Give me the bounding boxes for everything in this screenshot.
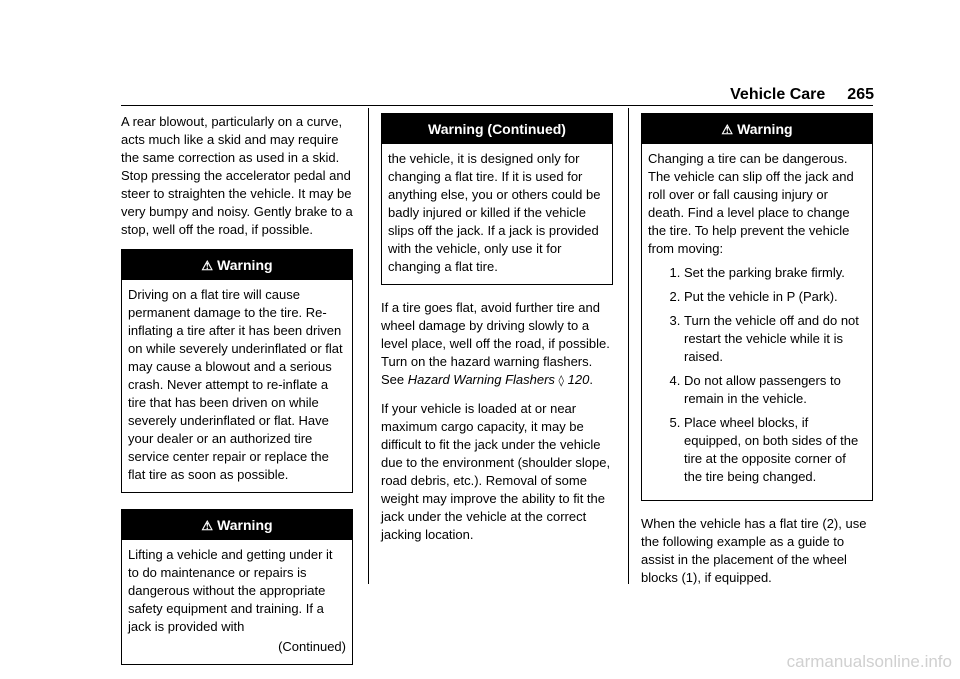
- warning-box: [381, 113, 613, 285]
- column-divider: [368, 108, 369, 584]
- warning-box: [641, 113, 873, 501]
- warning-box: [121, 509, 353, 665]
- intro-paragraph: A rear blowout, particularly on a curve, acts much like a skid and may require the same correction as used in a skid. Stop pressing the accelerator pedal and steer to straighten the vehicle. It may be very bumpy and noisy. Gently brake to a stop, well off the road, if possible.: [121, 114, 353, 237]
- column-3: [641, 113, 873, 597]
- hazard-flashers-link[interactable]: Hazard Warning Flashers: [407, 372, 555, 387]
- list-item: 2. Put the vehicle in P (Park).: [684, 288, 866, 306]
- list-item: 1. Set the parking brake firmly.: [684, 264, 866, 282]
- watermark: carmanualsonline.info: [786, 652, 952, 671]
- warning-header: ⚠ Warning: [122, 510, 352, 540]
- steps-list: [648, 264, 866, 486]
- warning-icon: ⚠: [201, 518, 214, 533]
- warning-text: the vehicle, it is designed only for changing a flat tire. If it is used for anything else, you or others could be badly injured or killed if the vehicle slips off the jack. If a jack is provided with the vehicle, only use it for changing a flat tire.: [388, 151, 601, 274]
- list-item: 5. Place wheel blocks, if equipped, on both sides of the tire at the opposite corner of the tire being changed.: [684, 414, 866, 486]
- continued-label: (Continued): [278, 639, 346, 654]
- column-2: [381, 113, 613, 554]
- list-item: 3. Turn the vehicle off and do not restart the vehicle while it is raised.: [684, 312, 866, 366]
- warning-icon: ⚠: [201, 258, 214, 273]
- page-header: [730, 86, 874, 104]
- cargo-paragraph: If your vehicle is loaded at or near maximum cargo capacity, it may be difficult to fit the jack under the vehicle due to the environment (shoulder slope, road debris, etc.). Removal of some weight may improve the ability to fit the jack under the vehicle at the correct jacking location.: [381, 401, 611, 542]
- warning-header: ⚠ Warning: [642, 114, 872, 144]
- page-number: 265: [847, 86, 874, 103]
- list-item: 4. Do not allow passengers to remain in the vehicle.: [684, 372, 866, 408]
- page-ref[interactable]: 120: [567, 372, 590, 387]
- warning-text: Driving on a flat tire will cause permanent damage to the tire. Re-inflating a tire after it has been driven on while severely underinflated or flat may cause a blowout and a serious crash. Never attempt to re-inflate a tire that has been driven on while severely underinflated or flat. Have your dealer or an authorized tire service center repair or replace the flat tire as soon as possible.: [128, 287, 343, 482]
- column-1: [121, 113, 353, 679]
- warning-text: Lifting a vehicle and getting under it to do maintenance or repairs is dangerous without the appropriate safety equipment and training. If a jack is provided with: [128, 547, 333, 634]
- warning-header: Warning (Continued): [382, 114, 612, 144]
- warning-text: Changing a tire can be dangerous. The vehicle can slip off the jack and roll over or fall causing injury or death. Find a level place to change the tire. To help prevent the vehicle from moving:: [648, 151, 854, 256]
- warning-icon: ⚠: [721, 122, 734, 137]
- warning-header: ⚠ Warning: [122, 250, 352, 280]
- section-title: Vehicle Care: [730, 86, 826, 103]
- page-ref-icon: ◊: [558, 374, 564, 387]
- column-divider: [628, 108, 629, 584]
- warning-box: [121, 249, 353, 493]
- header-rule: [121, 105, 873, 106]
- flat-tire-paragraph: If a tire goes flat, avoid further tire and wheel damage by driving slowly to a level place, well off the road, if possible. Turn on the hazard warning flashers. See Hazard Warning Flashers ◊ 120.: [381, 300, 610, 387]
- wheel-block-paragraph: When the vehicle has a flat tire (2), use the following example as a guide to assist in the placement of the wheel blocks (1), if equipped.: [641, 516, 867, 585]
